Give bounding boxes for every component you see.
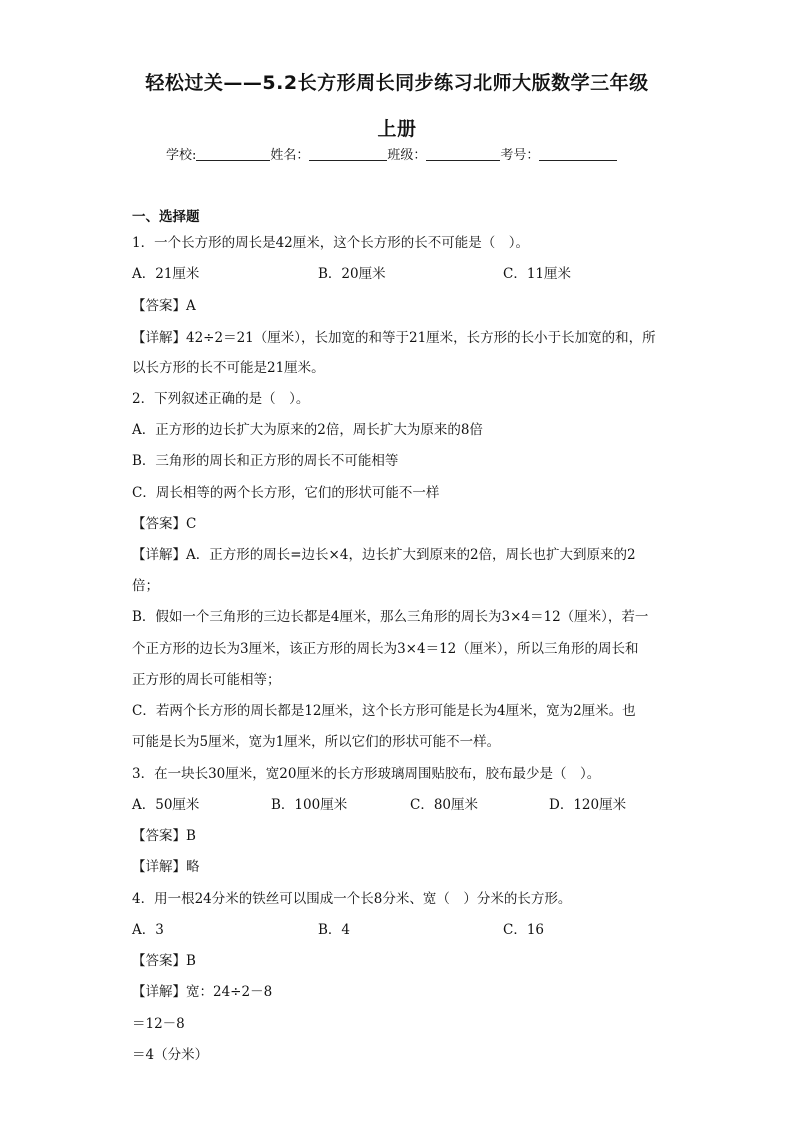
student-info-row — [166, 144, 617, 163]
q3-option-a: A．50厘米 — [132, 797, 200, 813]
q2-option-b: B．三角形的周长和正方形的周长不可能相等 — [132, 453, 399, 469]
q1-option-c: C．11厘米 — [503, 266, 572, 282]
school-field[interactable] — [196, 146, 270, 161]
q2-detail: 倍； — [132, 578, 159, 594]
q2-detail: 个正方形的边长为3厘米，该正方形的周长为3×4＝12（厘米），所以三角形的周长和 — [132, 641, 639, 657]
exam-no-label: 考号： — [500, 148, 540, 163]
q4-detail: ＝12－8 — [132, 1016, 185, 1032]
q1-detail: 以长方形的长不可能是21厘米。 — [132, 360, 325, 376]
q4-stem: 4．用一根24分米的铁丝可以围成一个长8分米、宽（ ）分米的长方形。 — [132, 891, 572, 907]
q3-detail: 【详解】略 — [132, 859, 200, 875]
q4-answer: 【答案】B — [132, 953, 196, 969]
exam-no-field[interactable] — [539, 146, 617, 161]
page-title-continued: 上册 — [377, 118, 417, 140]
q3-option-b: B．100厘米 — [271, 797, 348, 813]
q2-detail: B．假如一个三角形的三边长都是4厘米，那么三角形的周长为3×4＝12（厘米），若一 — [132, 609, 649, 625]
q2-detail: 正方形的周长可能相等； — [132, 672, 281, 688]
q1-option-a: A．21厘米 — [132, 266, 200, 282]
q3-stem: 3．在一块长30厘米，宽20厘米的长方形玻璃周围贴胶布，胶布最少是（ ）。 — [132, 766, 601, 782]
name-label: 姓名： — [270, 148, 310, 163]
school-label: 学校: — [166, 148, 197, 163]
q2-detail: C．若两个长方形的周长都是12厘米，这个长方形可能是长为4厘米，宽为2厘米。也 — [132, 703, 636, 719]
section-title: 一、选择题 — [132, 209, 200, 225]
q1-stem: 1．一个长方形的周长是42厘米，这个长方形的长不可能是（ ）。 — [132, 235, 530, 251]
q4-detail: 【详解】宽：24÷2－8 — [132, 984, 273, 1000]
q1-detail: 【详解】42÷2＝21（厘米），长加宽的和等于21厘米，长方形的长小于长加宽的和，所 — [132, 330, 656, 346]
q2-stem: 2．下列叙述正确的是（ ）。 — [132, 391, 310, 407]
q4-detail: ＝4（分米） — [132, 1047, 209, 1063]
q2-answer: 【答案】C — [132, 516, 197, 532]
page-title: 轻松过关——5.2长方形周长同步练习北师大版数学三年级 — [145, 72, 649, 94]
q2-detail: 【详解】A．正方形的周长=边长×4，边长扩大到原来的2倍，周长也扩大到原来的2 — [132, 547, 636, 563]
q2-detail: 可能是长为5厘米，宽为1厘米，所以它们的形状可能不一样。 — [132, 734, 501, 750]
q3-option-c: C．80厘米 — [410, 797, 479, 813]
q2-option-a: A．正方形的边长扩大为原来的2倍，周长扩大为原来的8倍 — [132, 422, 483, 438]
q2-option-c: C．周长相等的两个长方形，它们的形状可能不一样 — [132, 485, 440, 501]
q1-answer: 【答案】A — [132, 298, 196, 314]
q3-option-d: D．120厘米 — [549, 797, 627, 813]
q1-option-b: B．20厘米 — [318, 266, 386, 282]
q4-option-a: A．3 — [132, 922, 164, 938]
q4-option-c: C．16 — [503, 922, 545, 938]
name-field[interactable] — [309, 146, 387, 161]
class-label: 班级： — [387, 148, 427, 163]
class-field[interactable] — [426, 146, 500, 161]
q3-answer: 【答案】B — [132, 828, 196, 844]
q4-option-b: B．4 — [318, 922, 351, 938]
